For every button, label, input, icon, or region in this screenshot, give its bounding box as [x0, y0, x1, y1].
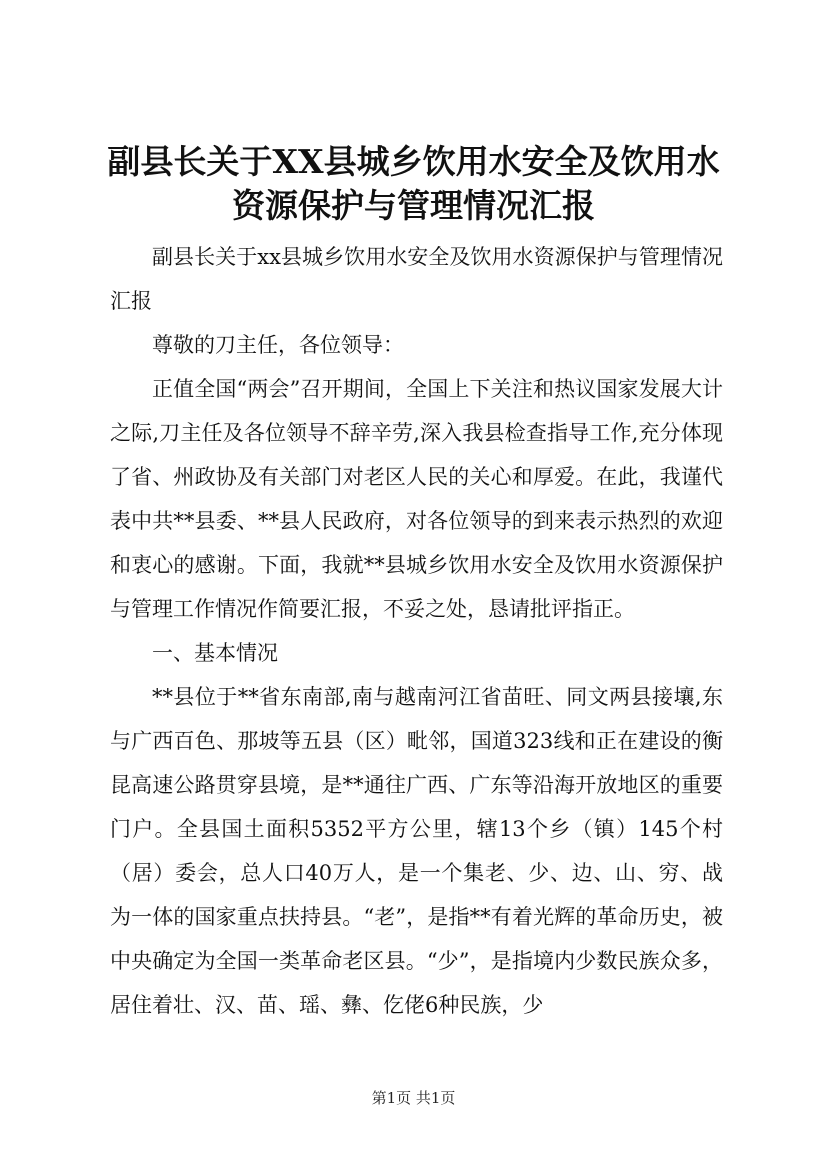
paragraph-subtitle: 副县长关于xx县城乡饮用水安全及饮用水资源保护与管理情况汇报 — [110, 245, 723, 313]
paragraph-salutation: 尊敬的刀主任，各位领导： — [152, 333, 404, 357]
section-heading-basic-situation: 一、基本情况 — [152, 641, 278, 665]
document-body — [110, 235, 723, 1027]
page-number-footer: 第1页 共1页 — [371, 1089, 456, 1107]
document-title: 副县长关于XX县城乡饮用水安全及饮用水资源保护与管理情况汇报 — [107, 142, 720, 225]
paragraph-introduction: 正值全国“两会”召开期间，全国上下关注和热议国家发展大计之际,刀主任及各位领导不辞辛劳,深入我县检查指导工作,充分体现了省、州政协及有关部门对老区人民的关心和厚爱。在此，我谨代表中共**县委、**县人民政府，对各位领导的到来表示热烈的欢迎和衷心的感谢。下面，我就**县城乡饮用水安全及饮用水资源保护与管理工作情况作简要汇报，不妥之处，恳请批评指正。 — [110, 377, 723, 621]
paragraph-county-overview: **县位于**省东南部,南与越南河江省苗旺、同文两县接壤,东与广西百色、那坡等五县（区）毗邻，国道323线和正在建设的衡昆高速公路贯穿县境，是**通往广西、广东等沿海开放地区的重要门户。全县国土面积5352平方公里，辖13个乡（镇）145个村（居）委会，总人口40万人，是一个集老、少、边、山、穷、战为一体的国家重点扶持县。“老”，是指**有着光辉的革命历史，被中央确定为全国一类革命老区县。“少”，是指境内少数民族众多，居住着壮、汉、苗、瑶、彝、仡佬6种民族，少 — [110, 685, 723, 1017]
